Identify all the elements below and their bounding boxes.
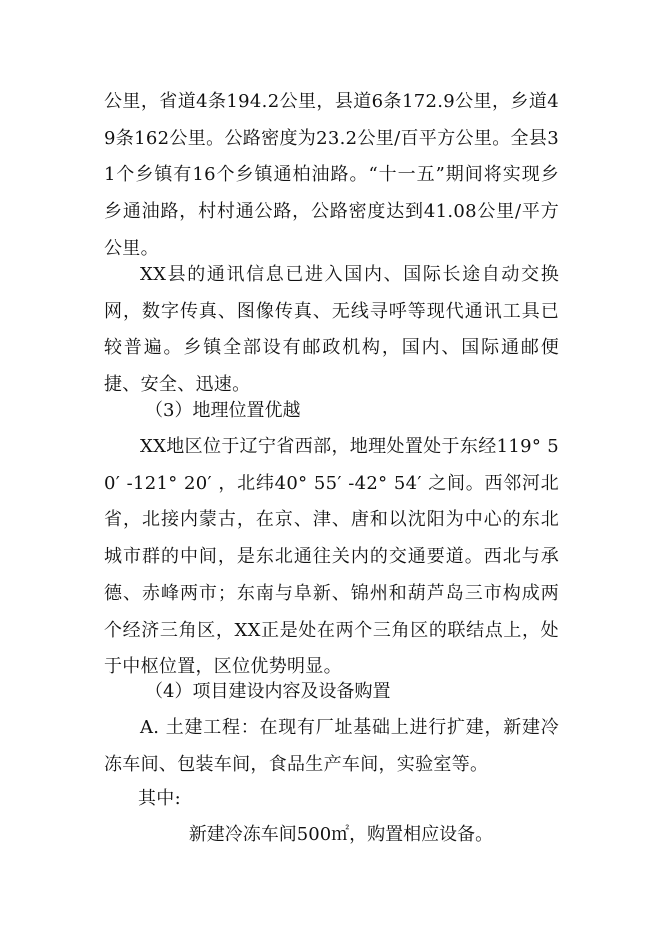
paragraph-telecom: XX县的通讯信息已进入国内、国际长途自动交换网，数字传真、图像传真、无线寻呼等现代通讯工具已较普遍。乡镇全部设有邮政机构，国内、国际通邮便捷、安全、迅速。: [104, 264, 559, 396]
paragraph-transport: 公里，省道4条194.2公里，县道6条172.9公里，乡道49条162公里。公路密度为23.2公里/百平方公里。全县31个乡镇有16个乡镇通柏油路。“十一五”期间将实现乡乡通油路，村村通公路，公路密度达到41.08公里/平方公里。: [104, 91, 559, 259]
heading-construction-content: （4）项目建设内容及设备购置: [145, 681, 391, 702]
paragraph-location: XX地区位于辽宁省西部，地理处置处于东经119° 50′ -121° 20′ ，北纬40° 55′ -42° 54′ 之间。西邻河北省，北接内蒙古，在京、津、唐和以沈阳为中心的东北城市群的中间，是东北通往关内的交通要道。西北与承德、赤峰两市；东南与阜新、锦州和葫芦岛三市构成两个经济三角区，XX正是处在两个三角区的联结点上，处于中枢位置，区位优势明显。: [104, 436, 559, 678]
paragraph-among-them: 其中:: [138, 788, 181, 809]
paragraph-civil-works: A. 土建工程：在现有厂址基础上进行扩建，新建冷冻车间、包装车间，食品生产车间，实验室等。: [104, 717, 559, 775]
paragraph-cold-storage: 新建冷冻车间500㎡，购置相应设备。: [188, 824, 494, 845]
heading-geographic-location: （3）地理位置优越: [145, 400, 301, 421]
